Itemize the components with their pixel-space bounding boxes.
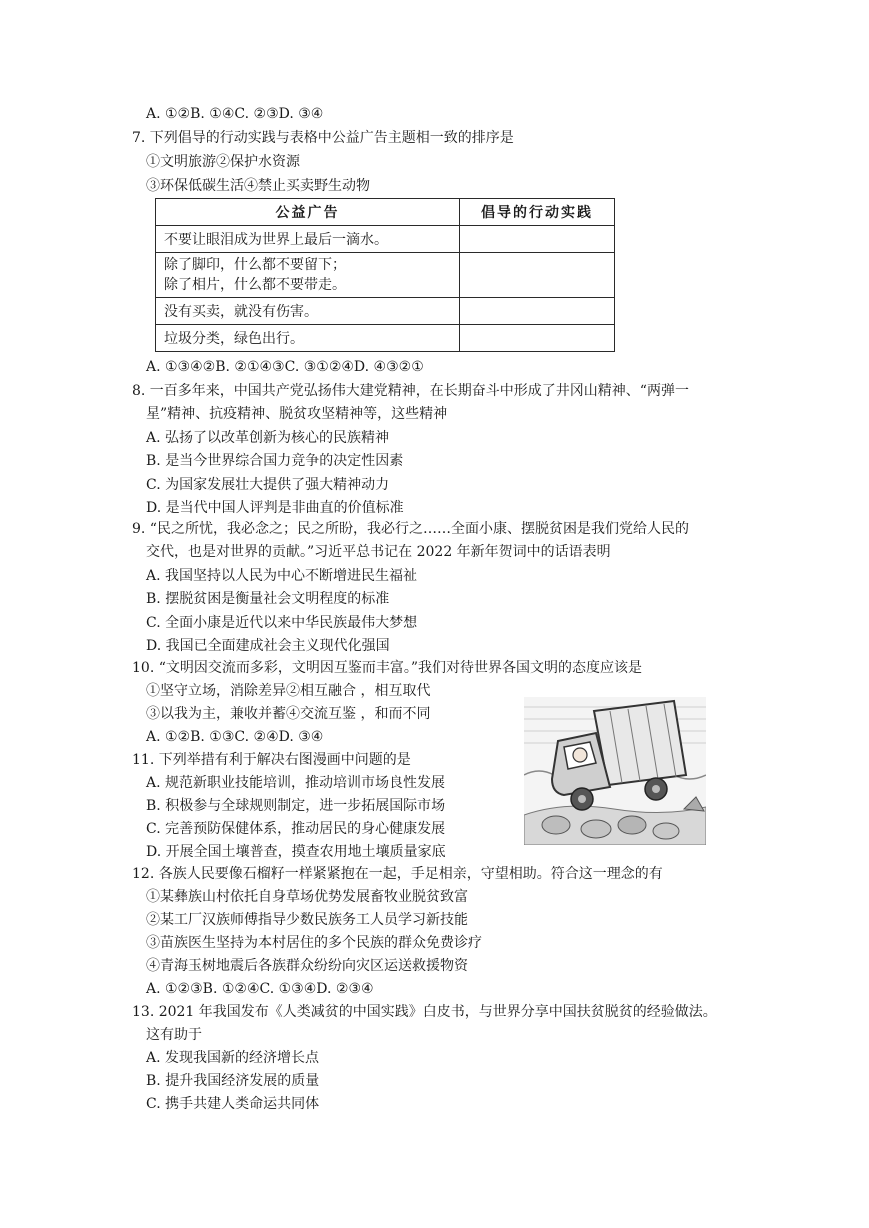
q7-table-cell: 不要让眼泪成为世界上最后一滴水。	[156, 226, 460, 253]
q8-stem-line2: 星”精神、抗疫精神、脱贫攻坚精神等，这些精神	[146, 406, 448, 422]
q7-table-header	[156, 199, 615, 226]
table-row	[156, 325, 615, 352]
q7-options: A. ①③④②B. ②①④③C. ③①②④D. ④③②①	[146, 359, 424, 375]
q13-stem-line1: 13. 2021 年我国发布《人类减贫的中国实践》白皮书，与世界分享中国扶贫脱贫的经验做法。	[132, 1004, 717, 1020]
q9-option-b: B. 摆脱贫困是衡量社会文明程度的标准	[146, 591, 390, 607]
q11-option-d: D. 开展全国土壤普查，摸查农用地土壤质量家底	[146, 844, 446, 860]
q7-table-cell: 垃圾分类，绿色出行。	[156, 325, 460, 352]
q7-table-answer-cell	[460, 226, 615, 253]
q11-option-c: C. 完善预防保健体系，推动居民的身心健康发展	[146, 821, 446, 837]
q7-table-answer-cell	[460, 253, 615, 298]
q8-option-a: A. 弘扬了以改革创新为核心的民族精神	[146, 430, 390, 446]
table-row	[156, 253, 615, 298]
q7-table-cell-line: 除了脚印，什么都不要留下；	[164, 257, 346, 273]
q8-option-b: B. 是当今世界综合国力竞争的决定性因素	[146, 453, 404, 469]
q10-options: A. ①②B. ①③C. ②④D. ③④	[146, 729, 324, 745]
q7-table-header-practice: 倡导的行动实践	[460, 199, 615, 226]
q11-stem: 11. 下列举措有利于解决右图漫画中问题的是	[132, 752, 411, 768]
q7-line1: ①文明旅游②保护水资源	[146, 154, 300, 170]
table-row	[156, 298, 615, 325]
q7-line2: ③环保低碳生活④禁止买卖野生动物	[146, 178, 370, 194]
q12-stem: 12. 各族人民要像石榴籽一样紧紧抱在一起，手足相亲，守望相助。符合这一理念的有	[132, 866, 663, 882]
q7-table-header-psa: 公益广告	[156, 199, 460, 226]
q12-line3: ③苗族医生坚持为本村居住的多个民族的群众免费诊疗	[146, 935, 482, 951]
q11-option-a: A. 规范新职业技能培训，推动培训市场良性发展	[146, 775, 446, 791]
q10-stem: 10. “文明因交流而多彩，文明因互鉴而丰富。”我们对待世界各国文明的态度应该是	[132, 660, 643, 676]
q7-table-answer-cell	[460, 325, 615, 352]
q9-stem-line2: 交代，也是对世界的贡献。”习近平总书记在 2022 年新年贺词中的话语表明	[146, 544, 611, 560]
q9-option-a: A. 我国坚持以人民为中心不断增进民生福祉	[146, 568, 418, 584]
q7-table-answer-cell	[460, 298, 615, 325]
q9-stem-line1: 9. “民之所忧，我必念之；民之所盼，我必行之……全面小康、摆脱贫困是我们党给人民的	[132, 521, 689, 537]
q10-line1: ①坚守立场，消除差异②相互融合 ，相互取代	[146, 683, 431, 699]
q8-stem-line1: 8. 一百多年来，中国共产党弘扬伟大建党精神，在长期奋斗中形成了井冈山精神、“两弹一	[132, 383, 689, 399]
q11-option-b: B. 积极参与全球规则制定，进一步拓展国际市场	[146, 798, 446, 814]
q9-option-c: C. 全面小康是近代以来中华民族最伟大梦想	[146, 615, 418, 631]
q7-table-cell	[156, 253, 460, 298]
q8-option-d: D. 是当代中国人评判是非曲直的价值标准	[146, 500, 404, 516]
q7-table-cell: 没有买卖，就没有伤害。	[156, 298, 460, 325]
q7-table	[155, 198, 615, 352]
q12-line1: ①某彝族山村依托自身草场优势发展畜牧业脱贫致富	[146, 889, 468, 905]
q13-option-a: A. 发现我国新的经济增长点	[146, 1050, 320, 1066]
q13-option-b: B. 提升我国经济发展的质量	[146, 1073, 320, 1089]
q13-option-c: C. 携手共建人类命运共同体	[146, 1096, 320, 1112]
q8-option-c: C. 为国家发展壮大提供了强大精神动力	[146, 477, 390, 493]
q9-option-d: D. 我国已全面建成社会主义现代化强国	[146, 638, 390, 654]
q12-line4: ④青海玉树地震后各族群众纷纷向灾区运送救援物资	[146, 958, 468, 974]
q12-options: A. ①②③B. ①②④C. ①③④D. ②③④	[146, 981, 374, 997]
q10-line2: ③以我为主，兼收并蓄④交流互鉴 ，和而不同	[146, 706, 431, 722]
cartoon-illustration	[524, 697, 706, 845]
q7-table-cell-line: 除了相片，什么都不要带走。	[164, 277, 346, 293]
q7-stem: 7. 下列倡导的行动实践与表格中公益广告主题相一致的排序是	[132, 130, 514, 146]
q13-stem-line2: 这有助于	[146, 1027, 202, 1043]
table-row	[156, 226, 615, 253]
q6-options: A. ①②B. ①④C. ②③D. ③④	[146, 106, 324, 122]
q12-line2: ②某工厂汉族师傅指导少数民族务工人员学习新技能	[146, 912, 468, 928]
